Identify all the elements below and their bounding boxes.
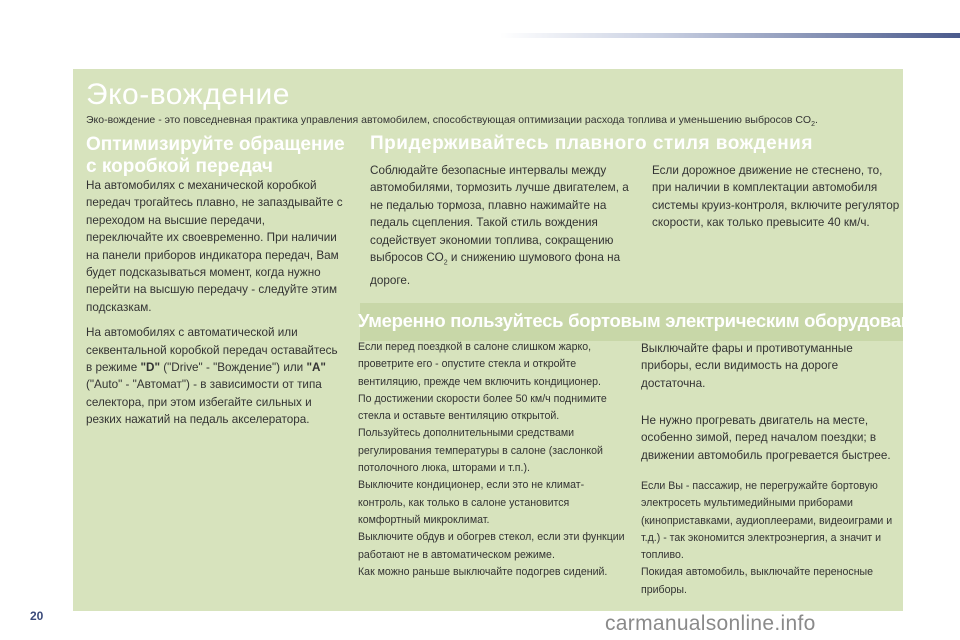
heading-smooth-driving: Придерживайтесь плавного стиля вождения xyxy=(370,133,813,154)
subtitle-subscript: 2 xyxy=(811,121,816,129)
smooth-paragraph-2: Если дорожное движение не стеснено, то, при наличии в комплектации автомобиля системы круиз-контроля, включите регулятор скорости, как только превысите 40 км/ч. xyxy=(652,164,900,230)
section-smooth-body xyxy=(370,162,632,297)
equipment-paragraph-2: По достижении скорости более 50 км/ч поднимите стекла и оставьте вентиляцию открытой. xyxy=(358,392,607,423)
section-equipment-body-left xyxy=(358,339,628,581)
page-title: Эко-вождение xyxy=(86,78,290,111)
subtitle-text: Эко-вождение - это повседневная практика управления автомобилем, способствующая оптимизации расхода топлива и уменьшению выбросов CO xyxy=(86,114,812,126)
gears-p2-text-e: ("Auto" - "Автомат") - в зависимости от типа селектора, при этом избегайте сильных и резких нажатий на педаль акселератора. xyxy=(86,378,322,427)
equipment-paragraph-3: Пользуйтесь дополнительными средствами регулирования температуры в салоне (заслонкой потолочного люка, шторами и т.п.). xyxy=(358,427,603,475)
section-gears-body xyxy=(86,177,344,437)
page-number: 20 xyxy=(30,609,44,623)
section-equipment-body-right xyxy=(641,478,896,599)
heading-gears: Оптимизируйте обращение с коробкой передач xyxy=(86,134,345,177)
equipment-paragraph-10: Покидая автомобиль, выключайте переносные приборы. xyxy=(641,566,874,596)
section-smooth-body-2 xyxy=(652,162,902,240)
smooth-p1-text-b: и снижению шумового фона на дороге. xyxy=(370,251,621,287)
equipment-paragraph-1: Если перед поездкой в салоне слишком жарко, проветрите его - опустите стекла и откройте вентиляцию, прежде чем включить кондиционер. xyxy=(358,341,601,388)
page-subtitle xyxy=(86,114,818,128)
gears-p2-mode-d: "D" xyxy=(140,361,160,375)
equipment-paragraph-8: Не нужно прогревать двигатель на месте, особенно зимой, перед началом поездки; в движении автомобиль прогревается быстрее. xyxy=(641,414,891,462)
gears-p2-text-c: ("Drive" - "Вождение") или xyxy=(160,361,307,375)
equipment-paragraph-4: Выключите кондиционер, если это не климат-контроль, как только в салоне установится комфортный микроклимат. xyxy=(358,479,585,526)
smooth-p1-subscript: 2 xyxy=(443,259,448,267)
gears-p2-mode-a: "A" xyxy=(306,361,326,375)
gears-paragraph-2 xyxy=(86,324,344,428)
gears-p2-text-a: На автомобилях с автоматической или секвентальной коробкой передач оставайтесь в режиме xyxy=(86,326,338,375)
gears-paragraph-1: На автомобилях с механической коробкой передач трогайтесь плавно, не запаздывайте с переходом на высшие передачи, переключайте их своевременно. При наличии на панели приборов индикатора передач, Вам будет подсказываться момент, когда нужно перейти на высшую передачу - следуйте этим подсказкам. xyxy=(86,179,343,314)
equipment-paragraph-9: Если Вы - пассажир, не перегружайте бортовую электросеть мультимедийными приборами (киноприставками, аудиоплеерами, видеоиграми и т.д.) - так экономится электроэнергия, а значит и топливо. xyxy=(641,480,893,562)
smooth-p1-text-a: Соблюдайте безопасные интервалы между автомобилями, тормозить лучше двигателем, а не педалью тормоза, плавно нажимайте на педаль сцепления. Такой стиль вождения содействует экономии топлива, сокращению выбросов CO xyxy=(370,164,629,265)
header-gradient-bar xyxy=(500,33,960,38)
heading-equipment: Умеренно пользуйтесь бортовым электрическим оборудованием xyxy=(358,310,946,331)
equipment-paragraph-7: Выключайте фары и противотуманные приборы, если видимость на дороге достаточна. xyxy=(641,342,853,390)
smooth-paragraph-1 xyxy=(370,162,632,289)
watermark-text: carmanualsonline.info xyxy=(605,612,816,635)
equipment-paragraph-6: Как можно раньше выключайте подогрев сидений. xyxy=(358,565,608,578)
subtitle-end: . xyxy=(815,114,818,126)
equipment-paragraph-5: Выключите обдув и обогрев стекол, если эти функции работают не в автоматическом режиме. xyxy=(358,531,625,561)
